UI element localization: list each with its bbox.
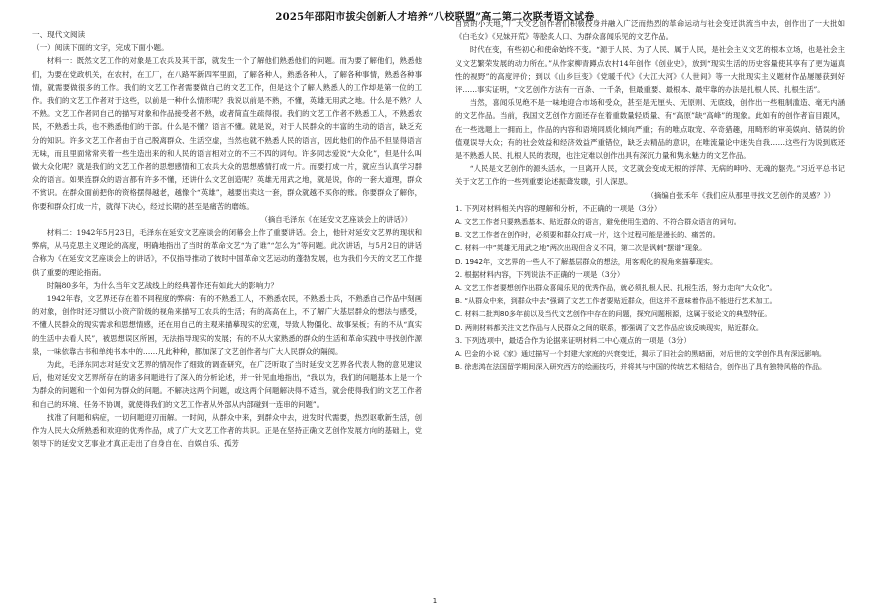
source-citation: （摘自毛泽东《在延安文艺座谈会上的讲话》） <box>260 214 412 224</box>
left-column <box>32 28 422 593</box>
question-stem: 2. 根据材料内容，下列说法不正确的一项是（3分） <box>455 269 625 279</box>
answer-option: C. 材料二批判80多年前以及当代文艺创作中存在的问题，探究问题根源，这属于驳论文的典型特征。 <box>455 309 772 319</box>
section-heading: 一、现代文阅读 <box>32 30 86 39</box>
paragraph: 为此，毛泽东同志对延安文艺界的情况作了细致的调查研究，在广泛听取了当时延安文艺界各代表人物的意见建议后，他对延安文艺界所存在的诸多问题进行了深入的分析论述，并一针见血地指出，“我以为，我们的问题基本上是一个为群众的问题和一个如何为群众的问题。不解决这两个问题，或这两个问题解决得不适当，就会使得我们的文艺工作者和自己的环境、任务不协调，就使得我们的文艺工作者从外部从内部碰到一连串的问题”。 <box>32 360 422 409</box>
question-stem: 1. 下列对材料相关内容的理解和分析，不正确的一项是（3分） <box>455 203 662 213</box>
paragraph: 自赏的小天地，广大文艺创作者们积极投身并融入广泛而热烈的革命运动与社会变迁洪流当中去，创作出了一大批如《白毛女》《兄妹开荒》等脍炙人口、为群众喜闻乐见的文艺作品。 <box>455 19 845 42</box>
answer-option: B. 文艺工作者在创作时，必须要和群众打成一片，这个过程可能是漫长的、痛苦的。 <box>455 230 720 240</box>
right-column <box>455 17 845 595</box>
paragraph: 当然，喜闻乐见绝不是一味地迎合市场和受众，甚至是无厘头、无原则、无底线，创作出一些粗制滥造、毫无内涵的文艺作品。当前，我国文艺创作方面还存在着重数量轻质量、有“高原”缺“高峰”的现象。此如有的创作者盲目跟风，在一些选题上一拥而上，作品的内容和语境同质化倾向严重；有的唯点取宠、卒奇猎趣，用畸形的审美娱向、错误的价值观误导大众；有的社会效益和经济效益严重错位，缺乏去精品的意识，在唯流量论中迷失自我……这些行为说到底还是不熟悉人民、扎根人民的表现，也注定难以创作出具有深沉力量和隽永魅力的文艺作品。 <box>455 98 845 161</box>
paragraph: 材料二：1942年5月23日，毛泽东在延安文艺座谈会的闭幕会上作了重要讲话。会上，他针对延安文艺界的现状和弊病，从马克思主义理论的高度，明确地指出了当时的革命文艺“为了谁”“怎么为”等问题。此次讲话，与5月2日的讲话合称为《在延安文艺座谈会上的讲话》，不仅指导推动了彼时中国革命文艺运动的蓬勃发展，也为我们今天的文艺工作提供了重要的理论指南。 <box>32 228 422 277</box>
answer-option: A. 巴金的小说《家》通过描写一个封建大家庭的兴衰变迁，揭示了旧社会的黑暗面，对后世的文学创作具有深远影响。 <box>455 349 827 359</box>
paragraph: 时代在变，有些初心和使命始终不变。“源于人民、为了人民、属于人民，是社会主义文艺的根本立场，也是社会主义文艺繁荣发展的动力所在。”从作家柳青蹲点农村14年创作《创业史》，放到“现实生活的历史容量使其享有了更为逼真性的视野”的高度评价；到以《山乡巨变》《党暖千代》《大江大河》《人世间》等一大批现实主义题材作品屡屡获到好评……事实证明，“文艺创作方法有一百条、一千条，但最重要、最根本、最牢靠的办法是扎根人民、扎根生活”。 <box>455 45 845 95</box>
page-number: 1 <box>432 597 438 605</box>
answer-option: A. 文艺工作者只要熟悉基本、贴近群众的语言，避免使用生造的、不符合群众语言的词句。 <box>455 217 741 227</box>
section-heading: （一）阅读下面的文字，完成下面小题。 <box>32 43 169 53</box>
source-citation: （摘编自张禾年《我们应从那里寻找文艺创作的灵感？》） <box>646 190 835 200</box>
answer-option: C. 材料一中“英雄无用武之地”两次出现但含义不同，第二次是讽刺“摆谱”现象。 <box>455 243 707 253</box>
paragraph: “人民是文艺创作的源头活水，一旦离开人民，文艺就会变成无根的浮萍、无病的呻吟、无魂的躯壳。”习近平总书记关于文艺工作的一些列重要论述振聋发聩，引人深思。 <box>455 164 845 187</box>
answer-option: A. 文艺工作者要想创作出群众喜闻乐见的优秀作品，就必须扎根人民、扎根生活，努力走向“大众化”。 <box>455 283 777 293</box>
paragraph: 找准了问题和病症，一切问题迎刃而解。一时间，从群众中来，到群众中去，迸发时代需要，热烈讴歌新生活，创作为人民大众所熟悉和欢迎的优秀作品，成了广大文艺工作者的共识。正是在坚持正确文艺创作发展方向的基础上，党领导下的延安文艺事业才真正走出了自身自在、自娱自乐、孤芳 <box>32 412 422 449</box>
paragraph: 时隔80多年，为什么当年文艺战线上的经典著作还有如此大的影响力？ <box>46 280 278 290</box>
question-stem: 3. 下列选项中，最适合作为论据来证明材料二中心观点的一项是（3分） <box>455 335 691 345</box>
answer-option: D. 两则材料都关注文艺作品与人民群众之间的联系，都强调了文艺作品应该反映现实，贴近群众。 <box>455 322 763 332</box>
answer-option: B. 徐悲鸿在法国留学期间深入研究西方的绘画技巧，并将其与中国的传统艺术相结合，创作出了具有独特风格的作品。 <box>455 362 827 372</box>
paragraph: 材料一：既然文艺工作的对象是工农兵及其干部，就发生一个了解他们熟悉他们的问题。而为要了解他们，熟悉他们，为要在党政机关，在农村，在工厂，在八路军新四军里面，了解各种人，熟悉各种人，了解各种事情，熟悉各种事情，就需要做很多的工作。我们的文艺工作者需要做自己的文艺工作，但是这个了解人熟悉人的工作却是第一位的工作。我们的文艺工作者对于这些，以前是一种什么情形呢？我说以前是不熟，不懂，英雄无用武之地。什么是不熟？人不熟。文艺工作者同自己的描写对象和作品接受者不熟，或者简直生疏得很。我们的文艺工作者不熟悉工人，不熟悉农民，不熟悉士兵，也不熟悉他们的干部。什么是不懂？语言不懂。就是说，对于人民群众的丰富的生动的语言，缺乏充分的知识。许多文艺工作者由于自己脱离群众、生活空虚，当然也就不熟悉人民的语言，因此他们的作品不但显得语言无味，而且里面常常夹着一些生造出来的和人民的语言相对立的不三不四的词句。许多同志爱说“大众化”，但是什么叫做大众化呢？就是我们的文艺工作者的思想感情和工农兵大众的思想感情打成一片。而要打成一片，就应当认真学习群众的语言。如果连群众的语言都有许多不懂，还讲什么文艺创造呢？英雄无用武之地，就是说，你的一套大道理，群众不赏识。在群众面前把你的资格摆得越老，越像个“英雄”，越要出卖这一套，群众就越不买你的账。你要群众了解你，你要和群众打成一片，就得下决心，经过长期的甚至是痛苦的磨练。 <box>32 56 422 211</box>
paragraph: 1942年春，文艺界还存在着不同程度的弊病：有的不熟悉工人，不熟悉农民，不熟悉士兵，不熟悉自己作品中刻画的对象，创作时还习惯以小资产阶级的视角来描写工农兵的生活；有的高高在上，不了解广大基层群众的想法与感受，不懂人民群众的现实需求和思想情感，还在用自己的主观来描摹现实的宏观，导致人物僵化、故事呆板；有的不从“真实的生活中去看人民”，被思想误区所困，无法指导现实的发展；有的不从大家熟悉的群众的生活和革命实践中寻找创作源泉，一味依靠古书和单纯书本中的……凡此种种，都加深了文艺创作者与广大人民群众的隔阂。 <box>32 294 422 356</box>
answer-option: B. “从群众中来，到群众中去”强调了文艺工作者要贴近群众，但这并不意味着作品不能进行艺术加工。 <box>455 296 777 306</box>
answer-option: D. 1942年，文艺界的一些人不了解基层群众的想法，用客观化的视角来描摹现实。 <box>455 256 718 266</box>
page-title: 2025年邵阳市拔尖创新人才培养“八校联盟”高二第二次联考语文试卷 <box>275 12 595 23</box>
